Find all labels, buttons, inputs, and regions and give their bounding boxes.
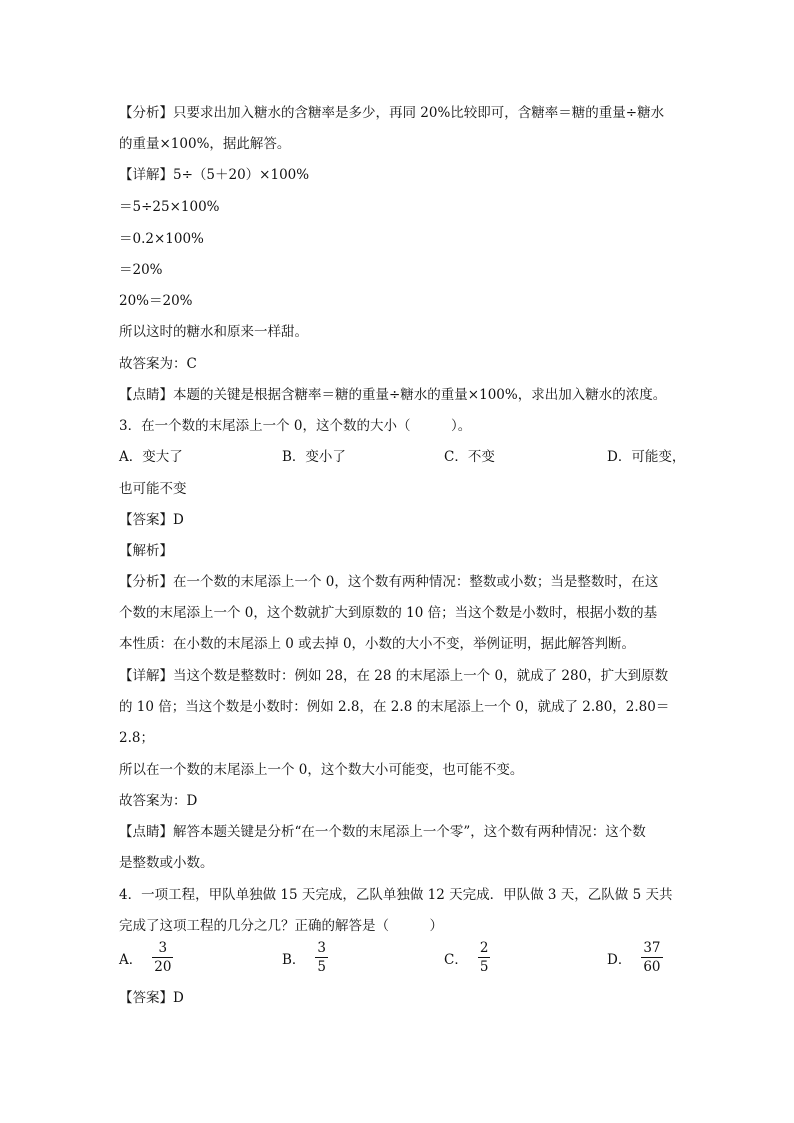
question-4-line-1: 4．一项工程，甲队单独做 15 天完成，乙队单独做 12 天完成．甲队做 3 天，乙队做 5 天共 xyxy=(119,887,673,903)
q3-analysis-line-2: 个数的末尾添上一个 0，这个数就扩大到原数的 10 倍；当这个数是小数时，根据小数的基 xyxy=(119,605,658,621)
fraction-bar xyxy=(641,957,662,958)
fraction-denominator: 20 xyxy=(154,959,172,975)
q3-explanation-heading: 【解析】 xyxy=(119,543,173,559)
q4-option-c xyxy=(444,940,490,975)
q3-analysis-line-3: 本性质：在小数的末尾添上 0 或去掉 0，小数的大小不变，举例证明，据此解答判断。 xyxy=(119,636,636,652)
q3-option-c: C．不变 xyxy=(444,449,495,465)
q4-option-d xyxy=(607,940,663,975)
q3-comment-line-2: 是整数或小数。 xyxy=(119,855,214,871)
fraction-bar xyxy=(152,957,173,958)
comment-line: 【点睛】本题的关键是根据含糖率＝糖的重量÷糖水的重量×100%，求出加入糖水的浓度。 xyxy=(119,387,667,403)
q4-option-b-fraction xyxy=(315,940,328,975)
q3-detail-line-2: 的 10 倍；当这个数是小数时：例如 2.8，在 2.8 的末尾添上一个 0，就成了 2.80，2.80＝ xyxy=(119,699,670,715)
q4-option-b-letter: B． xyxy=(282,951,306,968)
detail-line-5: 20%＝20% xyxy=(119,293,193,309)
analysis-line-2: 的重量×100%，据此解答。 xyxy=(119,136,291,152)
q3-answer: 【答案】D xyxy=(119,512,184,528)
fraction-numerator: 37 xyxy=(643,940,661,956)
detail-line-2: ＝5÷25×100% xyxy=(119,199,220,215)
analysis-line-1: 【分析】只要求出加入糖水的含糖率是多少，再同 20%比较即可，含糖率＝糖的重量÷糖水 xyxy=(119,105,665,121)
q3-option-b: B．变小了 xyxy=(282,449,346,465)
fraction-numerator: 3 xyxy=(158,940,168,956)
question-3: 3．在一个数的末尾添上一个 0，这个数的大小（ ）。 xyxy=(119,418,472,434)
q3-analysis-line-1: 【分析】在一个数的末尾添上一个 0，这个数有两种情况：整数或小数；当是整数时，在这 xyxy=(119,574,659,590)
question-4-line-2: 完成了这项工程的几分之几？正确的解答是（ ） xyxy=(119,918,443,934)
q4-option-d-letter: D． xyxy=(607,951,632,968)
fraction-denominator: 5 xyxy=(479,959,489,975)
q3-option-d: D．可能变， xyxy=(607,449,686,465)
q4-answer: 【答案】D xyxy=(119,990,184,1006)
q3-option-d-cont: 也可能不变 xyxy=(119,481,187,497)
fraction-denominator: 5 xyxy=(317,959,327,975)
answer-line: 故答案为：C xyxy=(119,356,197,372)
fraction-bar xyxy=(478,957,491,958)
fraction-bar xyxy=(315,957,328,958)
q3-detail-line-1: 【详解】当这个数是整数时：例如 28，在 28 的末尾添上一个 0，就成了 280，扩大到原数 xyxy=(119,668,669,684)
fraction-numerator: 3 xyxy=(317,940,327,956)
q3-conclusion: 所以在一个数的末尾添上一个 0，这个数大小可能变，也可能不变。 xyxy=(119,762,524,778)
q3-option-a: A．变大了 xyxy=(119,449,183,465)
fraction-denominator: 60 xyxy=(643,959,661,975)
conclusion-line: 所以这时的糖水和原来一样甜。 xyxy=(119,324,308,340)
q4-option-a-letter: A． xyxy=(119,951,143,968)
detail-line-1: 【详解】5÷（5＋20）×100% xyxy=(119,167,310,183)
q4-option-d-fraction xyxy=(641,940,662,975)
q3-detail-line-3: 2.8； xyxy=(119,730,154,746)
detail-line-3: ＝0.2×100% xyxy=(119,231,204,247)
q4-option-c-letter: C． xyxy=(444,951,468,968)
q4-option-a xyxy=(119,940,173,975)
q4-option-b xyxy=(282,940,328,975)
q3-comment-line-1: 【点睛】解答本题关键是分析“在一个数的末尾添上一个零”，这个数有两种情况：这个数 xyxy=(119,824,646,840)
fraction-numerator: 2 xyxy=(479,940,489,956)
detail-line-4: ＝20% xyxy=(119,262,163,278)
q3-final-answer: 故答案为：D xyxy=(119,793,198,809)
q4-option-c-fraction xyxy=(478,940,491,975)
q4-option-a-fraction xyxy=(152,940,173,975)
